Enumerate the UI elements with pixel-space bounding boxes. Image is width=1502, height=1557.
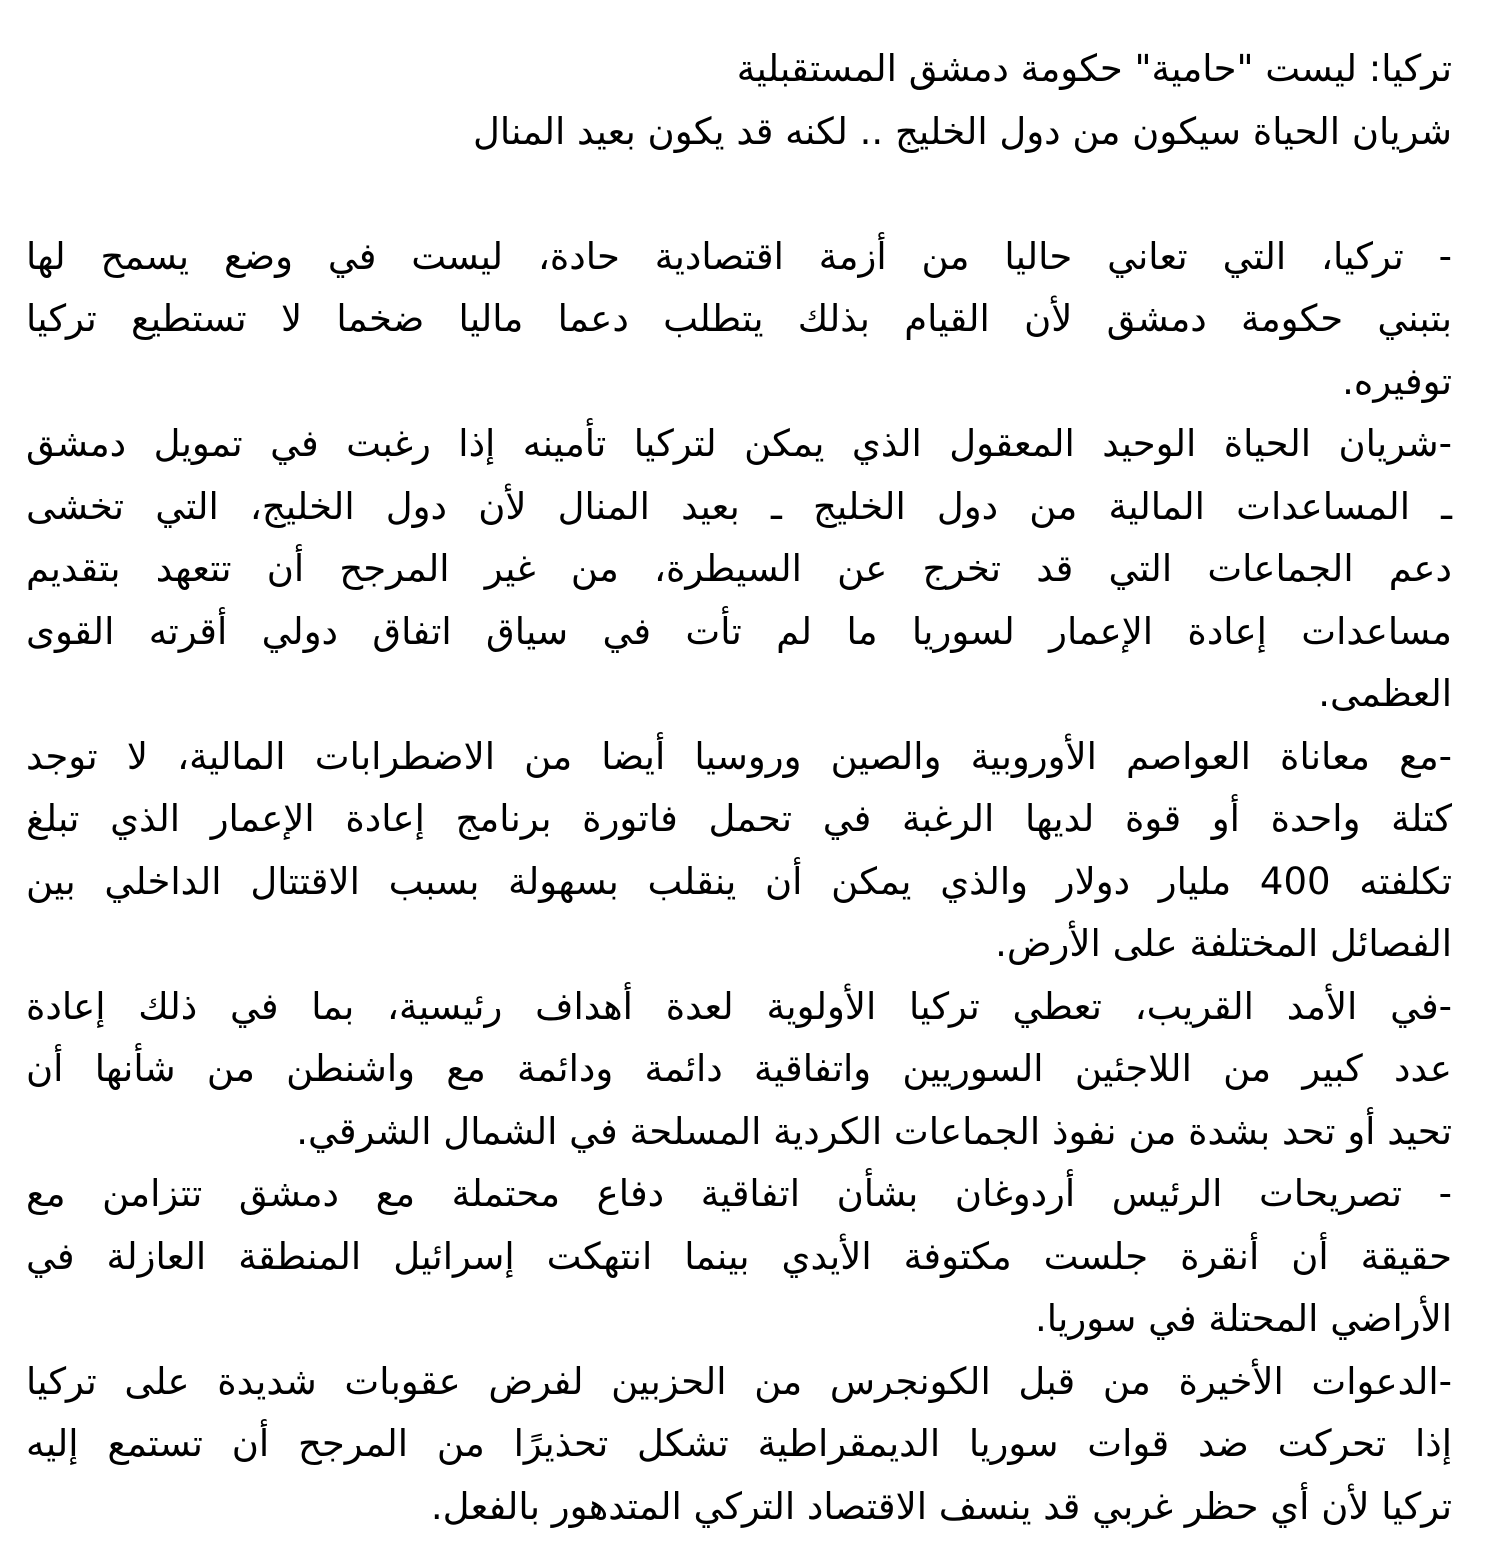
paragraph-line: دعم الجماعات التي قد تخرج عن السيطرة، من غير المرجح أن تتعهد بتقديم (26, 547, 1452, 590)
paragraph-line: - تركيا، التي تعاني حاليا من أزمة اقتصادية حادة، ليست في وضع يسمح لها (26, 234, 1452, 278)
article-subtitle: شريان الحياة سيكون من دول الخليج .. لكنه قد يكون بعيد المنال (473, 109, 1452, 153)
paragraph-line: - تصريحات الرئيس أردوغان بشأن اتفاقية دفاع محتملة مع دمشق تتزامن مع (26, 1172, 1452, 1215)
paragraph-1 (26, 226, 1452, 414)
paragraph-line: إذا تحركت ضد قوات سوريا الديمقراطية تشكل تحذيرًا من المرجح أن تستمع إليه (26, 1422, 1452, 1465)
paragraph-3 (26, 726, 1452, 976)
paragraph-line: الأراضي المحتلة في سوريا. (1035, 1297, 1452, 1340)
paragraph-line: -شريان الحياة الوحيد المعقول الذي يمكن لتركيا تأمينه إذا رغبت في تمويل دمشق (26, 422, 1452, 465)
paragraph-line: عدد كبير من اللاجئين السوريين واتفاقية دائمة ودائمة مع واشنطن من شأنها أن (26, 1047, 1452, 1090)
paragraph-6 (26, 1351, 1452, 1539)
paragraph-line: -في الأمد القريب، تعطي تركيا الأولوية لعدة أهداف رئيسية، بما في ذلك إعادة (26, 984, 1452, 1028)
paragraph-line: تركيا لأن أي حظر غربي قد ينسف الاقتصاد التركي المتدهور بالفعل. (430, 1484, 1452, 1528)
paragraph-line: الفصائل المختلفة على الأرض. (995, 922, 1452, 965)
paragraph-line: تكلفته 400 مليار دولار والذي يمكن أن ينقلب بسهولة بسبب الاقتتال الداخلي بين (26, 859, 1452, 903)
paragraph-5 (26, 1163, 1452, 1351)
paragraph-line: مساعدات إعادة الإعمار لسوريا ما لم تأت في سياق اتفاق دولي أقرته القوى (26, 609, 1452, 653)
paragraph-line: -الدعوات الأخيرة من قبل الكونجرس من الحزبين لفرض عقوبات شديدة على تركيا (26, 1359, 1452, 1403)
spacer (26, 163, 1452, 226)
paragraph-line: العظمى. (1318, 672, 1452, 715)
paragraph-4 (26, 976, 1452, 1164)
paragraph-line: بتبني حكومة دمشق لأن القيام بذلك يتطلب دعما ماليا ضخما لا تستطيع تركيا (26, 297, 1452, 340)
paragraph-line: -مع معاناة العواصم الأوروبية والصين وروسيا أيضا من الاضطرابات المالية، لا توجد (26, 734, 1452, 778)
paragraph-line: توفيره. (1342, 359, 1452, 403)
article-title: تركيا: ليست "حامية" حكومة دمشق المستقبلية (736, 47, 1452, 90)
paragraph-line: كتلة واحدة أو قوة لديها الرغبة في تحمل فاتورة برنامج إعادة الإعمار الذي تبلغ (26, 797, 1452, 840)
paragraph-2 (26, 413, 1452, 726)
paragraph-line: ـ المساعدات المالية من دول الخليج ـ بعيد المنال لأن دول الخليج، التي تخشى (26, 484, 1452, 528)
paragraph-line: تحيد أو تحد بشدة من نفوذ الجماعات الكردية المسلحة في الشمال الشرقي. (296, 1109, 1452, 1153)
paragraph-line: حقيقة أن أنقرة جلست مكتوفة الأيدي بينما انتهكت إسرائيل المنطقة العازلة في (26, 1234, 1452, 1278)
